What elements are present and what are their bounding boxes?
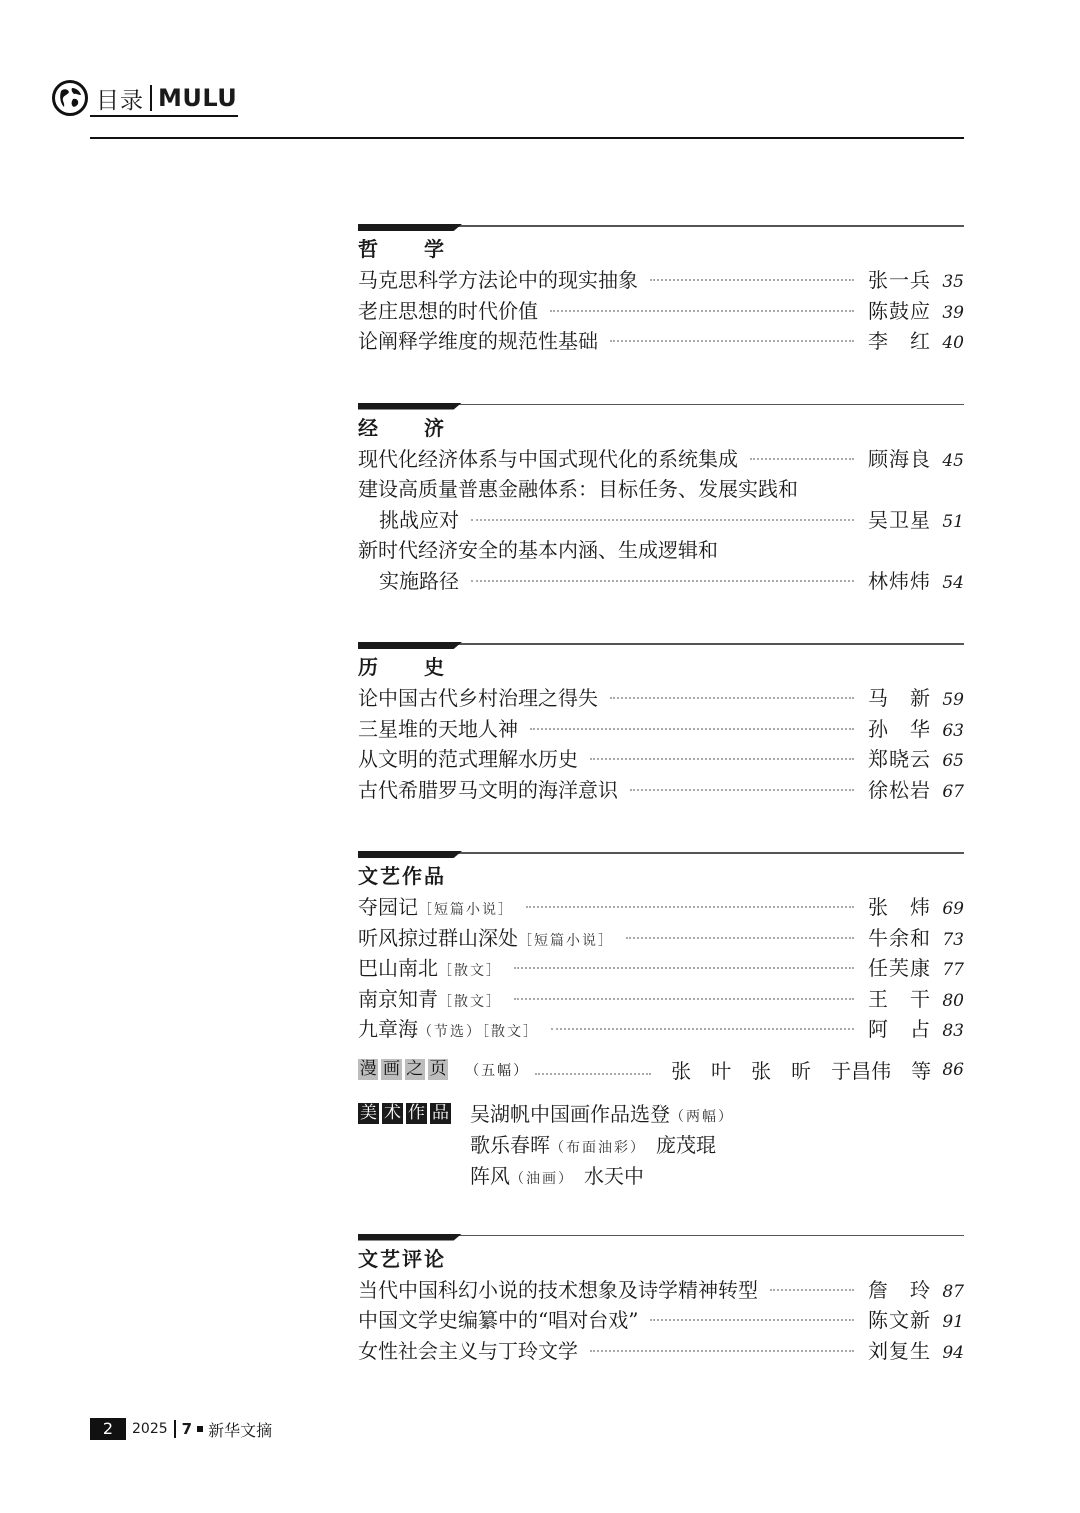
manhua-label-char: 页 — [429, 1059, 447, 1079]
toc-entry[interactable] — [358, 714, 964, 745]
globe-icon — [52, 80, 88, 116]
section-title: 文艺评论 — [358, 1246, 446, 1271]
leader-dots — [590, 758, 854, 760]
leader-dots — [610, 340, 854, 342]
entry-title-line: 建设高质量普惠金融体系：目标任务、发展实践和 — [358, 477, 798, 501]
footer-magazine-name: 新华文摘 — [208, 1420, 273, 1440]
meishu-label-char: 术 — [384, 1102, 401, 1123]
entry-author: 徐松岩 — [868, 777, 930, 802]
entry-genre: ［短篇小说］ — [518, 932, 614, 949]
section-rule — [358, 1232, 964, 1241]
entry-page: 45 — [942, 450, 964, 471]
toc-section — [358, 1232, 964, 1367]
toc-section — [358, 640, 964, 805]
section-rule-thick — [358, 403, 462, 410]
manhua-label-char: 之 — [406, 1059, 424, 1079]
entry-author: 王 干 — [868, 986, 930, 1011]
entry-page: 54 — [942, 572, 964, 593]
section-title: 经 济 — [358, 415, 446, 440]
entry-author: 李 红 — [868, 329, 930, 353]
leader-dots — [590, 1350, 854, 1352]
entry-page: 77 — [942, 960, 964, 980]
entry-title: 女性社会主义与丁玲文学 — [358, 1338, 578, 1363]
manhua-entry[interactable] — [358, 1051, 964, 1089]
entry-page: 39 — [942, 302, 964, 323]
page-footer — [90, 1418, 272, 1440]
toc-entry[interactable] — [358, 1275, 964, 1306]
toc-title-en: MULU — [158, 84, 238, 112]
entry-page: 69 — [942, 899, 964, 919]
entry-genre: （节选）［散文］ — [418, 1024, 539, 1040]
leader-dots — [750, 458, 854, 460]
entry-page: 67 — [942, 781, 964, 802]
manhua-label-char: 画 — [382, 1059, 400, 1079]
leader-dots — [514, 998, 854, 1000]
toc-entry[interactable] — [358, 683, 964, 714]
toc-section — [358, 401, 964, 597]
entry-page: 94 — [942, 1342, 964, 1363]
meishu-label — [358, 1099, 470, 1192]
toc-entry[interactable] — [358, 444, 964, 475]
meishu-medium: （油画） — [510, 1170, 574, 1187]
entry-author: 吴卫星 — [868, 507, 930, 532]
entry-genre: ［短篇小说］ — [418, 902, 514, 918]
meishu-label-char: 美 — [360, 1102, 377, 1123]
leader-dots — [530, 728, 854, 730]
toc-entry[interactable] — [358, 296, 964, 327]
meishu-label-char: 作 — [408, 1102, 425, 1123]
entry-author: 张一兵 — [868, 268, 930, 292]
entry-author: 顾海良 — [868, 446, 930, 471]
table-of-contents — [358, 222, 964, 1366]
toc-entry[interactable] — [358, 923, 964, 954]
leader-dots — [535, 1073, 651, 1075]
leader-dots — [471, 580, 854, 582]
manhua-count: （五幅） — [465, 1062, 530, 1079]
meishu-author: 水天中 — [584, 1163, 644, 1188]
toc-entry[interactable] — [358, 984, 964, 1015]
section-rule — [358, 401, 964, 410]
section-title: 哲 学 — [358, 237, 446, 261]
toc-entry[interactable] — [358, 326, 964, 357]
entry-page: 35 — [942, 272, 964, 292]
toc-title: 目录 — [96, 87, 144, 114]
leader-dots — [526, 906, 854, 908]
toc-entry[interactable] — [358, 505, 964, 536]
entry-page: 83 — [942, 1021, 964, 1041]
entry-title: 当代中国科幻小说的技术想象及诗学精神转型 — [358, 1277, 758, 1302]
entry-title: 挑战应对 — [379, 507, 459, 532]
section-rule — [358, 640, 964, 649]
toc-entry[interactable] — [358, 953, 964, 984]
entry-title: 古代希腊罗马文明的海洋意识 — [358, 777, 618, 802]
meishu-medium: （布面油彩） — [550, 1139, 646, 1156]
toc-entry[interactable] — [358, 892, 964, 923]
toc-entry[interactable] — [358, 744, 964, 775]
section-rule-thick — [358, 224, 462, 231]
leader-dots — [626, 937, 854, 939]
section-rule-thick — [358, 851, 462, 858]
leader-dots — [650, 279, 854, 281]
meishu-label-char: 品 — [432, 1102, 449, 1123]
leader-dots — [514, 967, 854, 969]
entry-author: 任芙康 — [868, 956, 930, 980]
manhua-label-char: 漫 — [359, 1059, 377, 1079]
toc-section — [358, 222, 964, 357]
entry-author: 孙 华 — [868, 716, 930, 741]
leader-dots — [550, 310, 854, 312]
entry-title-line: 新时代经济安全的基本内涵、生成逻辑和 — [358, 538, 718, 562]
page-header — [52, 76, 237, 120]
entry-genre: ［散文］ — [438, 993, 502, 1010]
meishu-block — [358, 1099, 964, 1192]
footer-separator — [174, 1420, 176, 1438]
leader-dots — [471, 519, 854, 521]
entry-title: 三星堆的天地人神 — [358, 716, 518, 741]
toc-entry[interactable] — [358, 1305, 964, 1336]
meishu-title: 阵风 — [470, 1163, 510, 1188]
entry-title: 夺园记 — [358, 895, 418, 919]
entry-page: 65 — [942, 751, 964, 771]
footer-year: 2025 — [132, 1421, 168, 1437]
meishu-medium: （两幅） — [670, 1108, 734, 1125]
entry-page: 91 — [942, 1312, 964, 1332]
toc-section — [358, 849, 964, 1192]
entry-title: 巴山南北 — [358, 956, 438, 980]
meishu-item[interactable] — [470, 1130, 734, 1161]
entry-title: 九章海 — [358, 1017, 418, 1041]
entry-title: 实施路径 — [379, 568, 459, 593]
leader-dots — [650, 1319, 854, 1321]
header-underline — [90, 115, 238, 117]
entry-title: 马克思科学方法论中的现实抽象 — [358, 268, 638, 292]
footer-issue: 7 — [181, 1420, 193, 1438]
manhua-authors: 张 叶 张 昕 于昌伟 等 — [671, 1059, 932, 1083]
section-rule — [358, 222, 964, 231]
entry-page: 73 — [942, 929, 964, 950]
entry-page: 63 — [942, 720, 964, 741]
entry-page: 51 — [942, 511, 964, 532]
manhua-page: 86 — [942, 1059, 964, 1080]
leader-dots — [630, 789, 854, 791]
section-title: 历 史 — [358, 655, 446, 679]
entry-title: 老庄思想的时代价值 — [358, 298, 538, 323]
entry-author: 郑晓云 — [868, 747, 930, 771]
footer-square-icon — [197, 1426, 203, 1432]
header-separator — [150, 85, 152, 111]
section-rule-thick — [358, 642, 462, 649]
entry-author: 陈文新 — [868, 1308, 930, 1332]
top-rule — [90, 137, 964, 139]
entry-author: 詹 玲 — [868, 1277, 930, 1302]
entry-genre: ［散文］ — [438, 963, 502, 979]
meishu-item[interactable] — [470, 1099, 734, 1130]
leader-dots — [770, 1289, 854, 1291]
leader-dots — [551, 1028, 854, 1030]
entry-page: 80 — [942, 990, 964, 1011]
entry-author: 牛余和 — [868, 925, 930, 950]
entry-title: 论阐释学维度的规范性基础 — [358, 329, 598, 353]
meishu-item[interactable] — [470, 1161, 734, 1192]
entry-author: 林炜炜 — [868, 568, 930, 593]
entry-title: 南京知青 — [358, 986, 438, 1011]
section-rule-thick — [358, 1234, 462, 1241]
page-number: 2 — [90, 1418, 126, 1440]
entry-title: 听风掠过群山深处 — [358, 925, 518, 950]
section-title: 文艺作品 — [358, 864, 446, 888]
toc-entry[interactable] — [358, 1014, 964, 1045]
section-rule — [358, 849, 964, 858]
entry-author: 张 炜 — [868, 895, 930, 919]
entry-title: 中国文学史编纂中的“唱对台戏” — [358, 1308, 639, 1332]
entry-author: 阿 占 — [868, 1017, 930, 1041]
entry-author: 陈鼓应 — [868, 298, 930, 323]
entry-page: 87 — [942, 1281, 964, 1302]
entry-title: 论中国古代乡村治理之得失 — [358, 686, 598, 710]
entry-page: 40 — [942, 333, 964, 353]
meishu-lines — [470, 1099, 734, 1192]
entry-title: 现代化经济体系与中国式现代化的系统集成 — [358, 446, 738, 471]
toc-entry[interactable] — [358, 775, 964, 806]
toc-entry[interactable] — [358, 1336, 964, 1367]
entry-author: 马 新 — [868, 686, 930, 710]
meishu-title: 吴湖帆中国画作品选登 — [470, 1101, 670, 1126]
toc-entry[interactable] — [358, 265, 964, 296]
leader-dots — [610, 697, 854, 699]
entry-author: 刘复生 — [868, 1338, 930, 1363]
meishu-author: 庞茂琨 — [656, 1132, 716, 1157]
meishu-title: 歌乐春晖 — [470, 1132, 550, 1157]
entry-title: 从文明的范式理解水历史 — [358, 747, 578, 771]
entry-page: 59 — [942, 690, 964, 710]
toc-entry[interactable] — [358, 566, 964, 597]
